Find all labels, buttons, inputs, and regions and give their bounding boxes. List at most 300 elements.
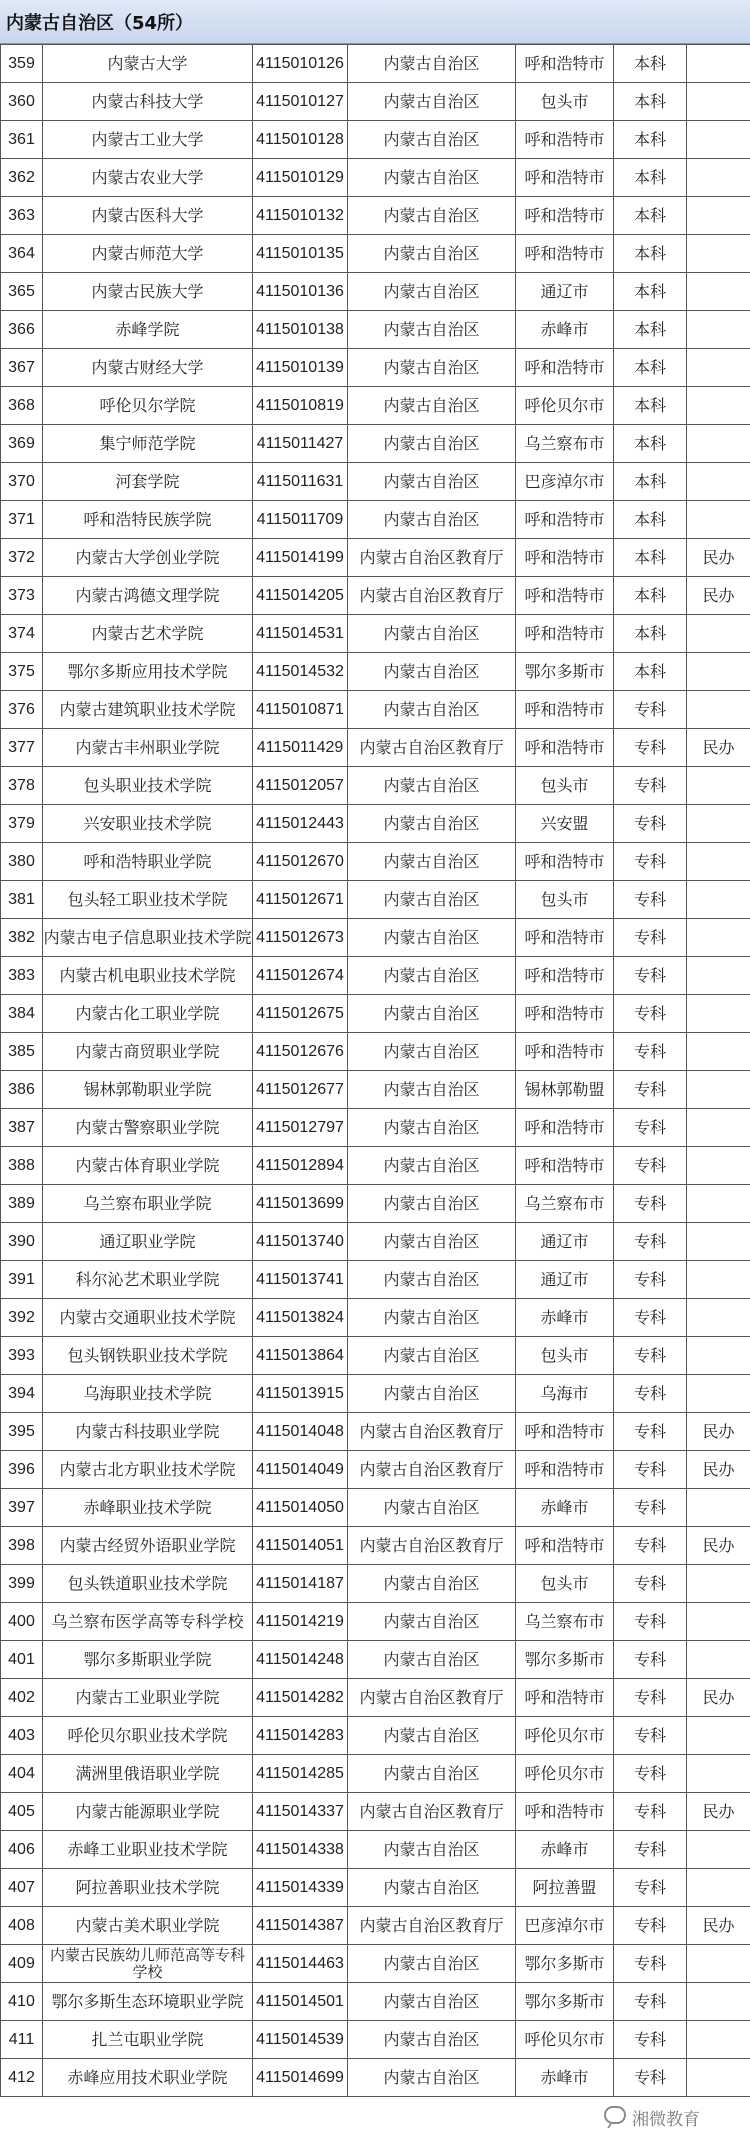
level-cell: 专科	[614, 1945, 687, 1983]
city-cell: 通辽市	[516, 1261, 614, 1299]
remark-cell	[687, 691, 750, 729]
table-row	[1, 1641, 750, 1679]
authority-cell: 内蒙古自治区	[348, 45, 516, 83]
remark-cell	[687, 235, 750, 273]
table-row	[1, 387, 750, 425]
remark-cell	[687, 1147, 750, 1185]
school-code-cell: 4115014205	[253, 577, 348, 615]
row-number-cell: 369	[1, 425, 43, 463]
school-name-cell: 内蒙古民族大学	[43, 273, 253, 311]
school-code-cell: 4115011427	[253, 425, 348, 463]
school-name-cell: 赤峰应用技术职业学院	[43, 2059, 253, 2097]
school-name-cell: 兴安职业技术学院	[43, 805, 253, 843]
remark-cell	[687, 1983, 750, 2021]
city-cell: 包头市	[516, 1565, 614, 1603]
table-row	[1, 273, 750, 311]
table-row	[1, 843, 750, 881]
table-row	[1, 463, 750, 501]
school-code-cell: 4115012797	[253, 1109, 348, 1147]
school-name-cell: 内蒙古商贸职业学院	[43, 1033, 253, 1071]
school-name-cell: 赤峰工业职业技术学院	[43, 1831, 253, 1869]
row-number-cell: 389	[1, 1185, 43, 1223]
authority-cell: 内蒙古自治区	[348, 653, 516, 691]
school-name-cell: 集宁师范学院	[43, 425, 253, 463]
school-name-cell: 阿拉善职业技术学院	[43, 1869, 253, 1907]
level-cell: 专科	[614, 1299, 687, 1337]
remark-cell	[687, 1717, 750, 1755]
school-code-cell: 4115013824	[253, 1299, 348, 1337]
authority-cell: 内蒙古自治区	[348, 2021, 516, 2059]
row-number-cell: 371	[1, 501, 43, 539]
remark-cell	[687, 1641, 750, 1679]
school-name-cell: 内蒙古体育职业学院	[43, 1147, 253, 1185]
remark-cell	[687, 349, 750, 387]
level-cell: 专科	[614, 1261, 687, 1299]
row-number-cell: 361	[1, 121, 43, 159]
row-number-cell: 402	[1, 1679, 43, 1717]
authority-cell: 内蒙古自治区	[348, 1641, 516, 1679]
city-cell: 呼和浩特市	[516, 957, 614, 995]
city-cell: 阿拉善盟	[516, 1869, 614, 1907]
row-number-cell: 372	[1, 539, 43, 577]
table-row	[1, 881, 750, 919]
level-cell: 专科	[614, 1451, 687, 1489]
school-code-cell: 4115012894	[253, 1147, 348, 1185]
row-number-cell: 364	[1, 235, 43, 273]
school-name-cell: 内蒙古科技职业学院	[43, 1413, 253, 1451]
level-cell: 本科	[614, 539, 687, 577]
level-cell: 专科	[614, 1907, 687, 1945]
remark-cell: 民办	[687, 1413, 750, 1451]
authority-cell: 内蒙古自治区教育厅	[348, 539, 516, 577]
city-cell: 巴彦淖尔市	[516, 463, 614, 501]
school-code-cell: 4115014501	[253, 1983, 348, 2021]
table-row	[1, 1147, 750, 1185]
table-row	[1, 2021, 750, 2059]
school-name-cell: 包头钢铁职业技术学院	[43, 1337, 253, 1375]
table-row	[1, 767, 750, 805]
city-cell: 呼和浩特市	[516, 1793, 614, 1831]
authority-cell: 内蒙古自治区	[348, 1869, 516, 1907]
row-number-cell: 386	[1, 1071, 43, 1109]
authority-cell: 内蒙古自治区	[348, 159, 516, 197]
authority-cell: 内蒙古自治区	[348, 197, 516, 235]
school-name-cell: 扎兰屯职业学院	[43, 2021, 253, 2059]
level-cell: 专科	[614, 919, 687, 957]
row-number-cell: 401	[1, 1641, 43, 1679]
remark-cell	[687, 919, 750, 957]
row-number-cell: 390	[1, 1223, 43, 1261]
authority-cell: 内蒙古自治区教育厅	[348, 729, 516, 767]
level-cell: 本科	[614, 45, 687, 83]
row-number-cell: 375	[1, 653, 43, 691]
table-row	[1, 1527, 750, 1565]
remark-cell	[687, 1109, 750, 1147]
school-code-cell: 4115012671	[253, 881, 348, 919]
school-code-cell: 4115013699	[253, 1185, 348, 1223]
school-code-cell: 4115014282	[253, 1679, 348, 1717]
row-number-cell: 367	[1, 349, 43, 387]
city-cell: 呼和浩特市	[516, 1033, 614, 1071]
row-number-cell: 407	[1, 1869, 43, 1907]
table-row	[1, 1565, 750, 1603]
level-cell: 专科	[614, 1489, 687, 1527]
level-cell: 专科	[614, 1793, 687, 1831]
row-number-cell: 403	[1, 1717, 43, 1755]
remark-cell: 民办	[687, 1679, 750, 1717]
remark-cell	[687, 387, 750, 425]
school-code-cell: 4115014337	[253, 1793, 348, 1831]
school-name-cell: 鄂尔多斯应用技术学院	[43, 653, 253, 691]
city-cell: 赤峰市	[516, 1831, 614, 1869]
table-row	[1, 1109, 750, 1147]
authority-cell: 内蒙古自治区	[348, 463, 516, 501]
authority-cell: 内蒙古自治区教育厅	[348, 1793, 516, 1831]
level-cell: 专科	[614, 1831, 687, 1869]
school-name-cell: 乌海职业技术学院	[43, 1375, 253, 1413]
table-row	[1, 1375, 750, 1413]
city-cell: 呼和浩特市	[516, 349, 614, 387]
table-row	[1, 45, 750, 83]
school-code-cell: 4115014219	[253, 1603, 348, 1641]
authority-cell: 内蒙古自治区	[348, 1983, 516, 2021]
school-code-cell: 4115012676	[253, 1033, 348, 1071]
remark-cell: 民办	[687, 1793, 750, 1831]
level-cell: 专科	[614, 2059, 687, 2097]
table-title-bar	[0, 0, 750, 44]
school-code-cell: 4115014339	[253, 1869, 348, 1907]
row-number-cell: 393	[1, 1337, 43, 1375]
city-cell: 通辽市	[516, 1223, 614, 1261]
authority-cell: 内蒙古自治区	[348, 501, 516, 539]
table-row	[1, 729, 750, 767]
school-code-cell: 4115014048	[253, 1413, 348, 1451]
table-row	[1, 1413, 750, 1451]
table-row	[1, 1869, 750, 1907]
school-code-cell: 4115012670	[253, 843, 348, 881]
row-number-cell: 359	[1, 45, 43, 83]
level-cell: 专科	[614, 1603, 687, 1641]
watermark-text: 湘微教育	[632, 2110, 700, 2130]
city-cell: 乌海市	[516, 1375, 614, 1413]
level-cell: 专科	[614, 1337, 687, 1375]
school-name-cell: 内蒙古北方职业技术学院	[43, 1451, 253, 1489]
level-cell: 专科	[614, 957, 687, 995]
school-code-cell: 4115013741	[253, 1261, 348, 1299]
school-code-cell: 4115014050	[253, 1489, 348, 1527]
remark-cell	[687, 1185, 750, 1223]
table-row	[1, 2059, 750, 2097]
city-cell: 赤峰市	[516, 2059, 614, 2097]
remark-cell	[687, 995, 750, 1033]
table-row	[1, 1489, 750, 1527]
school-name-cell: 内蒙古师范大学	[43, 235, 253, 273]
city-cell: 呼和浩特市	[516, 501, 614, 539]
city-cell: 巴彦淖尔市	[516, 1907, 614, 1945]
school-name-cell: 内蒙古建筑职业技术学院	[43, 691, 253, 729]
school-code-cell: 4115014338	[253, 1831, 348, 1869]
level-cell: 专科	[614, 1223, 687, 1261]
table-row	[1, 159, 750, 197]
row-number-cell: 373	[1, 577, 43, 615]
level-cell: 专科	[614, 2021, 687, 2059]
remark-cell	[687, 1945, 750, 1983]
authority-cell: 内蒙古自治区	[348, 1033, 516, 1071]
school-name-cell: 包头铁道职业技术学院	[43, 1565, 253, 1603]
remark-cell	[687, 1565, 750, 1603]
school-name-cell: 内蒙古警察职业学院	[43, 1109, 253, 1147]
table-row	[1, 311, 750, 349]
school-code-cell: 4115010138	[253, 311, 348, 349]
authority-cell: 内蒙古自治区教育厅	[348, 577, 516, 615]
remark-cell	[687, 463, 750, 501]
remark-cell	[687, 1831, 750, 1869]
row-number-cell: 388	[1, 1147, 43, 1185]
table-row	[1, 1945, 750, 1983]
school-name-cell: 内蒙古机电职业技术学院	[43, 957, 253, 995]
row-number-cell: 395	[1, 1413, 43, 1451]
row-number-cell: 394	[1, 1375, 43, 1413]
level-cell: 专科	[614, 1071, 687, 1109]
table-row	[1, 691, 750, 729]
level-cell: 专科	[614, 805, 687, 843]
level-cell: 本科	[614, 273, 687, 311]
row-number-cell: 368	[1, 387, 43, 425]
authority-cell: 内蒙古自治区	[348, 273, 516, 311]
city-cell: 呼伦贝尔市	[516, 1717, 614, 1755]
table-row	[1, 1261, 750, 1299]
school-code-cell: 4115012677	[253, 1071, 348, 1109]
authority-cell: 内蒙古自治区	[348, 311, 516, 349]
watermark	[602, 2102, 732, 2130]
table-row	[1, 121, 750, 159]
city-cell: 呼和浩特市	[516, 235, 614, 273]
school-code-cell: 4115014532	[253, 653, 348, 691]
row-number-cell: 412	[1, 2059, 43, 2097]
row-number-cell: 366	[1, 311, 43, 349]
school-name-cell: 内蒙古民族幼儿师范高等专科学校	[43, 1945, 253, 1983]
city-cell: 呼和浩特市	[516, 1109, 614, 1147]
level-cell: 专科	[614, 1869, 687, 1907]
authority-cell: 内蒙古自治区教育厅	[348, 1527, 516, 1565]
row-number-cell: 398	[1, 1527, 43, 1565]
level-cell: 专科	[614, 1679, 687, 1717]
school-code-cell: 4115012674	[253, 957, 348, 995]
city-cell: 乌兰察布市	[516, 1185, 614, 1223]
row-number-cell: 378	[1, 767, 43, 805]
level-cell: 专科	[614, 767, 687, 805]
remark-cell	[687, 501, 750, 539]
school-code-cell: 4115010135	[253, 235, 348, 273]
remark-cell	[687, 1755, 750, 1793]
university-table	[0, 44, 750, 2097]
row-number-cell: 370	[1, 463, 43, 501]
authority-cell: 内蒙古自治区	[348, 1223, 516, 1261]
city-cell: 呼和浩特市	[516, 539, 614, 577]
school-name-cell: 满洲里俄语职业学院	[43, 1755, 253, 1793]
city-cell: 通辽市	[516, 273, 614, 311]
school-name-cell: 内蒙古财经大学	[43, 349, 253, 387]
authority-cell: 内蒙古自治区	[348, 1755, 516, 1793]
city-cell: 呼伦贝尔市	[516, 2021, 614, 2059]
table-row	[1, 1223, 750, 1261]
table-row	[1, 805, 750, 843]
authority-cell: 内蒙古自治区	[348, 1071, 516, 1109]
authority-cell: 内蒙古自治区	[348, 1565, 516, 1603]
school-name-cell: 呼伦贝尔学院	[43, 387, 253, 425]
school-name-cell: 鄂尔多斯职业学院	[43, 1641, 253, 1679]
school-code-cell: 4115014051	[253, 1527, 348, 1565]
authority-cell: 内蒙古自治区	[348, 1109, 516, 1147]
row-number-cell: 392	[1, 1299, 43, 1337]
school-name-cell: 赤峰职业技术学院	[43, 1489, 253, 1527]
remark-cell	[687, 1375, 750, 1413]
chat-bubble-icon	[604, 2106, 626, 2124]
table-row	[1, 919, 750, 957]
remark-cell: 民办	[687, 1451, 750, 1489]
remark-cell	[687, 425, 750, 463]
city-cell: 包头市	[516, 83, 614, 121]
table-row	[1, 1337, 750, 1375]
school-code-cell: 4115010129	[253, 159, 348, 197]
remark-cell	[687, 311, 750, 349]
remark-cell: 民办	[687, 539, 750, 577]
authority-cell: 内蒙古自治区	[348, 995, 516, 1033]
city-cell: 赤峰市	[516, 1299, 614, 1337]
school-code-cell: 4115014199	[253, 539, 348, 577]
city-cell: 呼和浩特市	[516, 615, 614, 653]
row-number-cell: 377	[1, 729, 43, 767]
remark-cell	[687, 1299, 750, 1337]
remark-cell: 民办	[687, 577, 750, 615]
city-cell: 呼和浩特市	[516, 197, 614, 235]
city-cell: 鄂尔多斯市	[516, 653, 614, 691]
table-row	[1, 425, 750, 463]
level-cell: 专科	[614, 995, 687, 1033]
school-name-cell: 乌兰察布医学高等专科学校	[43, 1603, 253, 1641]
table-row	[1, 1603, 750, 1641]
level-cell: 本科	[614, 501, 687, 539]
table-row	[1, 1185, 750, 1223]
city-cell: 呼和浩特市	[516, 691, 614, 729]
school-code-cell: 4115010871	[253, 691, 348, 729]
table-row	[1, 501, 750, 539]
level-cell: 专科	[614, 1375, 687, 1413]
remark-cell: 民办	[687, 1907, 750, 1945]
school-name-cell: 河套学院	[43, 463, 253, 501]
authority-cell: 内蒙古自治区	[348, 1299, 516, 1337]
row-number-cell: 381	[1, 881, 43, 919]
authority-cell: 内蒙古自治区	[348, 349, 516, 387]
city-cell: 呼和浩特市	[516, 843, 614, 881]
table-row	[1, 1831, 750, 1869]
table-row	[1, 1907, 750, 1945]
level-cell: 专科	[614, 691, 687, 729]
row-number-cell: 410	[1, 1983, 43, 2021]
authority-cell: 内蒙古自治区	[348, 957, 516, 995]
authority-cell: 内蒙古自治区	[348, 425, 516, 463]
table-row	[1, 1755, 750, 1793]
table-row	[1, 653, 750, 691]
row-number-cell: 384	[1, 995, 43, 1033]
level-cell: 专科	[614, 729, 687, 767]
level-cell: 本科	[614, 387, 687, 425]
table-row	[1, 577, 750, 615]
school-name-cell: 锡林郭勒职业学院	[43, 1071, 253, 1109]
authority-cell: 内蒙古自治区教育厅	[348, 1907, 516, 1945]
level-cell: 专科	[614, 1641, 687, 1679]
level-cell: 专科	[614, 1109, 687, 1147]
school-name-cell: 呼和浩特民族学院	[43, 501, 253, 539]
authority-cell: 内蒙古自治区教育厅	[348, 1451, 516, 1489]
table-row	[1, 1679, 750, 1717]
school-code-cell: 4115010127	[253, 83, 348, 121]
level-cell: 本科	[614, 463, 687, 501]
city-cell: 呼和浩特市	[516, 45, 614, 83]
school-code-cell: 4115011631	[253, 463, 348, 501]
row-number-cell: 408	[1, 1907, 43, 1945]
school-code-cell: 4115014285	[253, 1755, 348, 1793]
level-cell: 专科	[614, 1983, 687, 2021]
school-name-cell: 内蒙古医科大学	[43, 197, 253, 235]
table-row	[1, 957, 750, 995]
table-row	[1, 1451, 750, 1489]
authority-cell: 内蒙古自治区	[348, 235, 516, 273]
row-number-cell: 374	[1, 615, 43, 653]
authority-cell: 内蒙古自治区	[348, 1831, 516, 1869]
school-code-cell: 4115014531	[253, 615, 348, 653]
city-cell: 呼和浩特市	[516, 121, 614, 159]
school-name-cell: 内蒙古科技大学	[43, 83, 253, 121]
city-cell: 呼伦贝尔市	[516, 1755, 614, 1793]
school-code-cell: 4115014283	[253, 1717, 348, 1755]
school-name-cell: 内蒙古电子信息职业技术学院	[43, 919, 253, 957]
row-number-cell: 396	[1, 1451, 43, 1489]
remark-cell	[687, 957, 750, 995]
level-cell: 本科	[614, 197, 687, 235]
level-cell: 专科	[614, 1565, 687, 1603]
authority-cell: 内蒙古自治区	[348, 1337, 516, 1375]
authority-cell: 内蒙古自治区	[348, 1261, 516, 1299]
row-number-cell: 376	[1, 691, 43, 729]
remark-cell	[687, 45, 750, 83]
school-code-cell: 4115014049	[253, 1451, 348, 1489]
school-code-cell: 4115014248	[253, 1641, 348, 1679]
level-cell: 本科	[614, 159, 687, 197]
remark-cell	[687, 843, 750, 881]
city-cell: 呼伦贝尔市	[516, 387, 614, 425]
remark-cell	[687, 273, 750, 311]
row-number-cell: 405	[1, 1793, 43, 1831]
city-cell: 呼和浩特市	[516, 159, 614, 197]
school-code-cell: 4115011709	[253, 501, 348, 539]
school-name-cell: 呼伦贝尔职业技术学院	[43, 1717, 253, 1755]
remark-cell	[687, 1337, 750, 1375]
row-number-cell: 409	[1, 1945, 43, 1983]
authority-cell: 内蒙古自治区	[348, 1147, 516, 1185]
city-cell: 呼和浩特市	[516, 1413, 614, 1451]
school-code-cell: 4115013740	[253, 1223, 348, 1261]
row-number-cell: 380	[1, 843, 43, 881]
authority-cell: 内蒙古自治区	[348, 121, 516, 159]
city-cell: 包头市	[516, 767, 614, 805]
school-code-cell: 4115011429	[253, 729, 348, 767]
level-cell: 本科	[614, 577, 687, 615]
remark-cell	[687, 2021, 750, 2059]
remark-cell	[687, 1603, 750, 1641]
authority-cell: 内蒙古自治区	[348, 919, 516, 957]
city-cell: 锡林郭勒盟	[516, 1071, 614, 1109]
